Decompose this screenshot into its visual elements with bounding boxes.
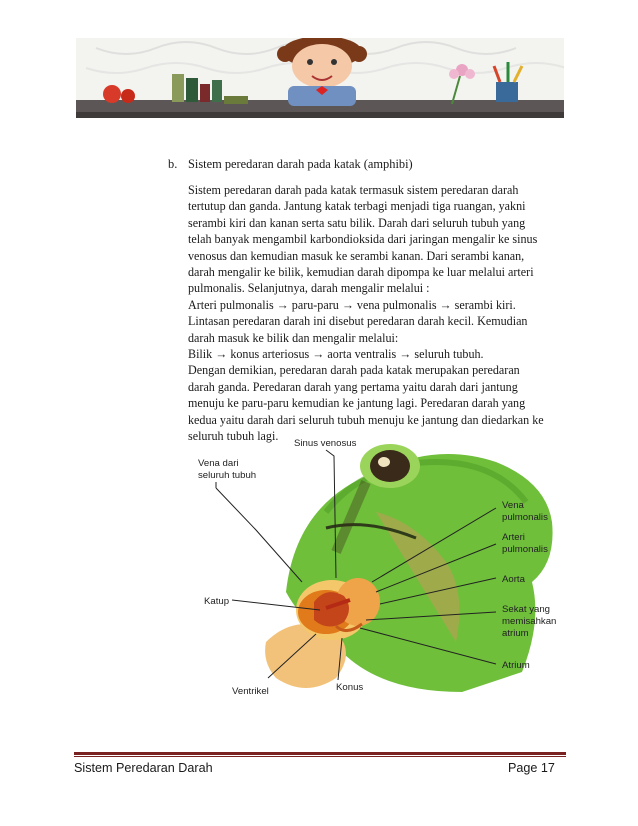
label-arteri-pulmonalis-line1: Arteri — [502, 532, 525, 543]
label-vena-pulmonalis-line1: Vena — [502, 500, 524, 511]
label-arteri-pulmonalis-line2: pulmonalis — [502, 544, 548, 555]
header-banner — [76, 38, 564, 158]
body-line: venosus dan kemudian masuk ke serambi kanan. Dari serambi kanan, — [188, 248, 525, 263]
frog-heart-figure — [176, 432, 574, 700]
label-vena-pulmonalis-line2: pulmonalis — [502, 512, 548, 523]
body-line: kedua yaitu darah dari seluruh tubuh menuju ke jantung dan diedarkan ke — [188, 412, 544, 427]
body-text — [188, 182, 568, 445]
body-line: Sistem peredaran darah pada katak termasuk sistem peredaran darah — [188, 183, 519, 197]
body-line: Dengan demikian, peredaran darah pada katak merupakan peredaran — [188, 363, 520, 378]
label-sinus-venosus: Sinus venosus — [294, 438, 357, 449]
body-line: serambi kiri dan kanan serta satu bilik. Darah dari seluruh tubuh yang — [188, 215, 526, 230]
heading-letter: b. — [168, 157, 178, 171]
heading-title: Sistem peredaran darah pada katak (amphibi) — [188, 157, 413, 171]
section-heading — [168, 156, 413, 172]
body-line: darah mengalir ke bilik, kemudian darah dipompa ke luar melalui arteri — [188, 265, 534, 280]
apple-icon — [103, 85, 121, 103]
footer-rule-thin — [74, 756, 566, 757]
label-vena-dari-line1: Vena dari — [198, 458, 239, 469]
body-line: pulmonalis. Selanjutnya, darah mengalir melalui : — [188, 281, 430, 296]
label-sekat-line3: atrium — [502, 628, 529, 639]
label-aorta: Aorta — [502, 574, 525, 585]
body-line: darah masuk ke bilik dan mengalir melalui: — [188, 330, 399, 345]
body-line: Lintasan peredaran darah ini disebut peredaran darah kecil. Kemudian — [188, 314, 528, 329]
body-line: Arteri pulmonalis → paru-paru → vena pulmonalis → serambi kiri. — [188, 297, 516, 312]
body-line: darah ganda. Peredaran darah yang pertama yaitu darah dari jantung — [188, 379, 518, 394]
label-konus: Konus — [336, 682, 364, 693]
body-line: menuju ke paru-paru kemudian ke jantung lagi. Peredaran darah yang — [188, 396, 526, 411]
label-sekat-line1: Sekat yang — [502, 604, 551, 615]
label-ventrikel: Ventrikel — [232, 686, 269, 697]
label-vena-dari-line2: seluruh tubuh — [198, 470, 257, 481]
label-atrium: Atrium — [502, 660, 530, 671]
body-line: telah banyak mengambil karbondioksida dari jaringan mengalir ke sinus — [188, 232, 538, 247]
body-line: seluruh tubuh lagi. — [188, 429, 279, 444]
footer-rule — [74, 752, 566, 755]
label-katup: Katup — [204, 596, 230, 607]
page-number: Page 17 — [508, 761, 555, 775]
label-sekat-line2: memisahkan — [502, 616, 557, 627]
footer-title: Sistem Peredaran Darah — [74, 761, 213, 775]
body-line: Bilik → konus arteriosus → aorta ventralis → seluruh tubuh. — [188, 347, 484, 362]
body-line: tertutup dan ganda. Jantung katak terbagi menjadi tiga ruangan, yakni — [188, 199, 526, 214]
